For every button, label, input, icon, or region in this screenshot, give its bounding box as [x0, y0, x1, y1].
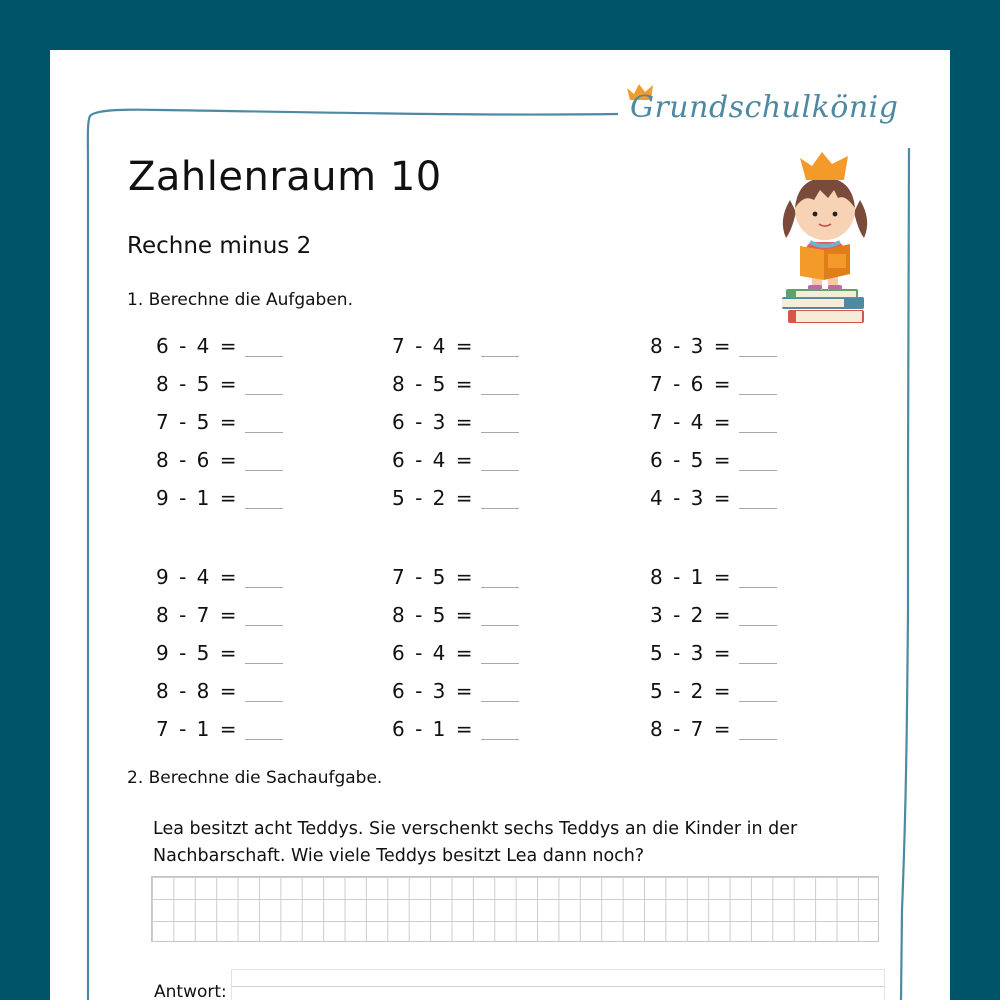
equation-row: 7 - 6 = — [650, 365, 777, 403]
page-title: Zahlenraum 10 — [128, 154, 442, 200]
equation-row: 9 - 1 = — [156, 479, 283, 517]
answer-blank[interactable] — [481, 418, 519, 433]
equation-row: 8 - 5 = — [392, 596, 519, 634]
equation-row: 7 - 1 = — [156, 710, 283, 748]
answer-blank[interactable] — [481, 342, 519, 357]
answer-blank[interactable] — [739, 573, 777, 588]
answer-blank[interactable] — [245, 456, 283, 471]
equation-row: 8 - 7 = — [650, 710, 777, 748]
answer-blank[interactable] — [245, 494, 283, 509]
calculation-grid[interactable] — [151, 876, 879, 942]
answer-blank[interactable] — [481, 494, 519, 509]
answer-blank[interactable] — [245, 687, 283, 702]
answer-blank[interactable] — [739, 687, 777, 702]
answer-blank[interactable] — [739, 456, 777, 471]
equation-row: 6 - 3 = — [392, 672, 519, 710]
equation-row: 4 - 3 = — [650, 479, 777, 517]
equation-row: 3 - 2 = — [650, 596, 777, 634]
equation-column-6 — [650, 558, 777, 748]
equation-row: 8 - 8 = — [156, 672, 283, 710]
equation-row: 6 - 4 = — [156, 327, 283, 365]
equation-row: 8 - 3 = — [650, 327, 777, 365]
equation-row: 8 - 6 = — [156, 441, 283, 479]
answer-blank[interactable] — [739, 380, 777, 395]
worksheet-page — [50, 50, 950, 1000]
equation-row: 7 - 4 = — [392, 327, 519, 365]
equation-column-3 — [650, 327, 777, 517]
answer-blank[interactable] — [481, 687, 519, 702]
equation-row: 7 - 5 = — [156, 403, 283, 441]
equation-row: 7 - 4 = — [650, 403, 777, 441]
answer-line — [232, 986, 884, 987]
answer-blank[interactable] — [739, 725, 777, 740]
answer-blank[interactable] — [739, 611, 777, 626]
equation-row: 8 - 5 = — [156, 365, 283, 403]
answer-blank[interactable] — [245, 611, 283, 626]
equation-row: 5 - 3 = — [650, 634, 777, 672]
equation-column-2 — [392, 327, 519, 517]
equation-row: 8 - 7 = — [156, 596, 283, 634]
answer-blank[interactable] — [481, 649, 519, 664]
equation-row: 6 - 4 = — [392, 634, 519, 672]
answer-label: Antwort: — [154, 982, 227, 1000]
answer-blank[interactable] — [739, 649, 777, 664]
equation-column-5 — [392, 558, 519, 748]
answer-blank[interactable] — [245, 380, 283, 395]
task-1-heading: 1. Berechne die Aufgaben. — [127, 290, 353, 310]
answer-blank[interactable] — [481, 725, 519, 740]
answer-blank[interactable] — [481, 611, 519, 626]
answer-blank[interactable] — [245, 342, 283, 357]
answer-blank[interactable] — [481, 380, 519, 395]
answer-blank[interactable] — [245, 725, 283, 740]
answer-blank[interactable] — [245, 418, 283, 433]
answer-blank[interactable] — [481, 573, 519, 588]
answer-blank[interactable] — [481, 456, 519, 471]
equation-row: 6 - 5 = — [650, 441, 777, 479]
equation-row: 9 - 5 = — [156, 634, 283, 672]
equation-row: 7 - 5 = — [392, 558, 519, 596]
answer-blank[interactable] — [739, 418, 777, 433]
equation-row: 5 - 2 = — [392, 479, 519, 517]
answer-blank[interactable] — [739, 494, 777, 509]
equation-column-1 — [156, 327, 283, 517]
equation-row: 8 - 1 = — [650, 558, 777, 596]
equation-row: 9 - 4 = — [156, 558, 283, 596]
answer-field[interactable] — [231, 969, 885, 1000]
answer-blank[interactable] — [739, 342, 777, 357]
equation-row: 8 - 5 = — [392, 365, 519, 403]
reading-girl-illustration — [770, 150, 880, 330]
equation-row: 6 - 1 = — [392, 710, 519, 748]
equation-row: 6 - 4 = — [392, 441, 519, 479]
task-2-heading: 2. Berechne die Sachaufgabe. — [127, 768, 383, 788]
page-subtitle: Rechne minus 2 — [127, 233, 312, 259]
equation-row: 6 - 3 = — [392, 403, 519, 441]
brand-logo: Grundschulkönig — [630, 90, 899, 125]
answer-blank[interactable] — [245, 649, 283, 664]
word-problem-text: Lea besitzt acht Teddys. Sie verschenkt sechs Teddys an die Kinder in der Nachbarschaft. Wie viele Teddys besitzt Lea dann noch? — [153, 819, 798, 866]
equation-column-4 — [156, 558, 283, 748]
answer-blank[interactable] — [245, 573, 283, 588]
equation-row: 5 - 2 = — [650, 672, 777, 710]
